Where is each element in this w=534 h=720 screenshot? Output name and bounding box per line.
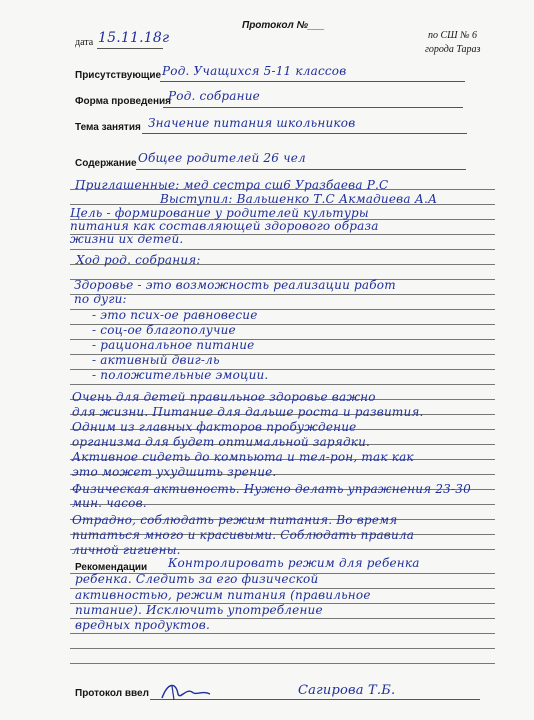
recommendation-line: активностью, режим питания (правильное	[75, 588, 371, 602]
form-value: Род. собрание	[168, 89, 260, 103]
recommendation-line: Контролировать режим для ребенка	[168, 556, 420, 570]
recommendation-line: ребенка. Следить за его физической	[75, 572, 319, 586]
content-line: Ход род. собрания:	[76, 253, 201, 267]
content-line: организма для будет оптимальной зарядки.	[72, 435, 371, 449]
recommendations-label: Рекомендации	[75, 562, 148, 573]
content-line: для жизни. Питание для дальше роста и развития.	[72, 405, 424, 419]
content-line: Физическая активность. Нужно делать упражнения 23-30	[72, 482, 471, 496]
content-line: Активное сидеть до компьюта и тел-рон, так как	[72, 450, 414, 464]
content-line: - соц-ое благополучие	[92, 323, 236, 337]
recommendation-line: питание). Исключить употребление	[75, 603, 323, 617]
ruled-line	[70, 384, 495, 385]
signer-name: Сагирова Т.Б.	[298, 683, 396, 698]
content-line: - активный двиг-ль	[92, 353, 220, 367]
content-line: Цель - формирование у родителей культуры	[70, 206, 369, 220]
signature-mark	[158, 680, 218, 704]
content-line: Выступил: Вальшенко Т.С Акмадиева А.А	[160, 192, 438, 206]
ruled-line	[70, 633, 495, 634]
content-line: мин. часов.	[72, 496, 147, 510]
content-line: по дуги:	[74, 292, 127, 306]
ruled-line	[70, 294, 495, 295]
content-line: питания как составляющей здорового образа	[70, 219, 379, 233]
content-line: питаться много и красивыми. Соблюдать правила	[72, 528, 415, 542]
present-underline	[160, 81, 465, 82]
date-value: 15.11.18г	[98, 30, 170, 46]
content-line: Одним из главных факторов пробуждение	[72, 420, 357, 434]
protocol-title: Протокол №___	[242, 20, 325, 31]
topic-value: Значение питания школьников	[148, 116, 356, 130]
content-line: Здоровье - это возможность реализации работ	[74, 278, 396, 292]
recommendation-line: вредных продуктов.	[75, 618, 211, 632]
content-line: - положительные эмоции.	[92, 368, 269, 382]
present-label: Присутствующие	[75, 70, 162, 81]
content-line: жизни их детей.	[70, 232, 184, 246]
content-line: Приглашенные: мед сестра сш6 Уразбаева Р.С	[75, 178, 389, 192]
topic-label: Тема занятия	[75, 122, 141, 133]
content-value: Общее родителей 26 чел	[138, 151, 306, 165]
city-label: города Тараз	[425, 44, 481, 55]
date-underline	[97, 48, 163, 49]
date-label: дата	[75, 37, 94, 48]
content-line: Очень для детей правильное здоровье важно	[72, 390, 376, 404]
content-label: Содержание	[75, 158, 137, 169]
topic-underline	[142, 133, 467, 134]
ruled-line	[70, 249, 495, 250]
content-underline	[136, 169, 466, 170]
content-line: Отрадно, соблюдать режим питания. Во время	[72, 513, 398, 527]
content-line: это может ухудшить зрение.	[72, 465, 277, 479]
school-label: по СШ № 6	[428, 30, 478, 41]
form-label: Форма проведения	[75, 96, 171, 107]
content-line: - это псих-ое равновесие	[92, 308, 258, 322]
content-line: - рациональное питание	[92, 338, 255, 352]
ruled-line	[70, 663, 495, 664]
present-value: Род. Учащихся 5-11 классов	[162, 64, 347, 78]
ruled-line	[70, 648, 495, 649]
form-underline	[163, 107, 463, 108]
protocol-author-label: Протокол ввел	[75, 688, 149, 699]
content-line: личной гигиены.	[72, 543, 181, 557]
